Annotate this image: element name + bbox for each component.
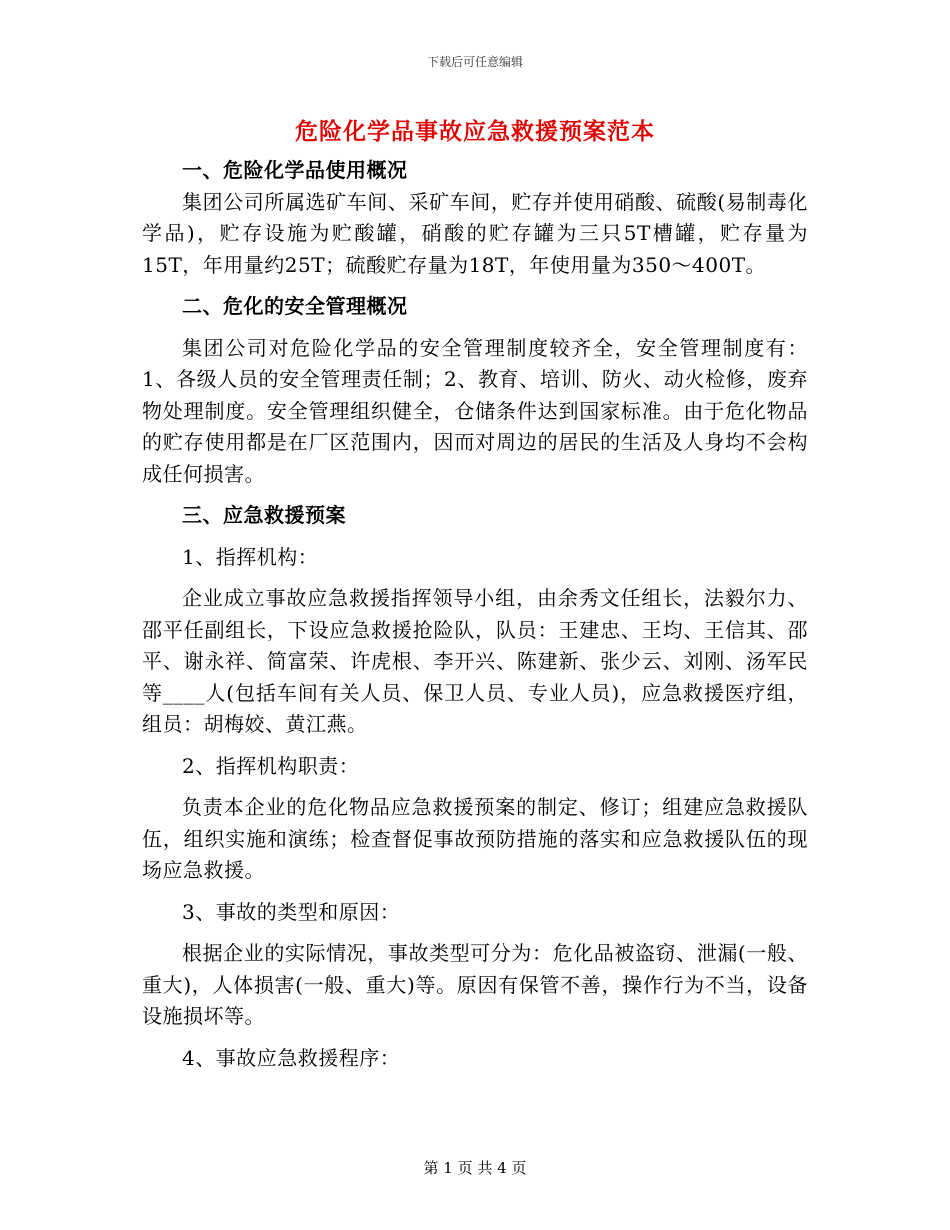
subheading-accident-types: 3、事故的类型和原因： xyxy=(182,899,401,924)
paragraph-command-structure: 企业成立事故应急救援指挥领导小组，由余秀文任组长，法毅尔力、邵平任副组长，下设应急救援抢险队，队员：王建忠、王均、王信其、邵平、谢永祥、简富荣、许虎根、李开兴、陈建新、张少云、刘刚、汤军民等____人(包括车间有关人员、保卫人员、专业人员)，应急救援医疗组，组员：胡梅姣、黄江燕。 xyxy=(142,586,808,736)
subheading-rescue-procedure: 4、事故应急救援程序： xyxy=(182,1045,401,1070)
subheading-command-structure: 1、指挥机构： xyxy=(182,544,319,569)
section-heading-emergency-plan: 三、应急救援预案 xyxy=(182,503,346,527)
paragraph-accident-types: 根据企业的实际情况，事故类型可分为：危化品被盗窃、泄漏(一般、重大)，人体损害(一般、重大)等。原因有保管不善，操作行为不当，设备设施损坏等。 xyxy=(142,941,808,1028)
section-heading-management: 二、危化的安全管理概况 xyxy=(182,294,408,318)
paragraph-usage: 集团公司所属选矿车间、采矿车间，贮存并使用硝酸、硫酸(易制毒化学品)，贮存设施为贮酸罐，硝酸的贮存罐为三只5T槽罐，贮存量为15T，年用量约25T；硫酸贮存量为18T，年使用量为350～400T。 xyxy=(142,189,808,277)
paragraph-command-duties: 负责本企业的危化物品应急救援预案的制定、修订；组建应急救援队伍，组织实施和演练；检查督促事故预防措施的落实和应急救援队伍的现场应急救援。 xyxy=(142,795,808,882)
subheading-command-duties: 2、指挥机构职责： xyxy=(182,753,360,778)
paragraph-management: 集团公司对危险化学品的安全管理制度较齐全，安全管理制度有：1、各级人员的安全管理责任制；2、教育、培训、防火、动火检修，废弃物处理制度。安全管理组织健全，仓储条件达到国家标准。由于危化物品的贮存使用都是在厂区范围内，因而对周边的居民的生活及人身均不会构成任何损害。 xyxy=(142,335,808,486)
section-heading-usage: 一、危险化学品使用概况 xyxy=(182,158,408,182)
document-body xyxy=(142,155,808,1074)
page-footer: 第 1 页 共 4 页 xyxy=(423,1159,527,1177)
page-header: 下载后可任意编辑 xyxy=(426,55,523,69)
document-title: 危险化学品事故应急救援预案范本 xyxy=(295,118,655,145)
